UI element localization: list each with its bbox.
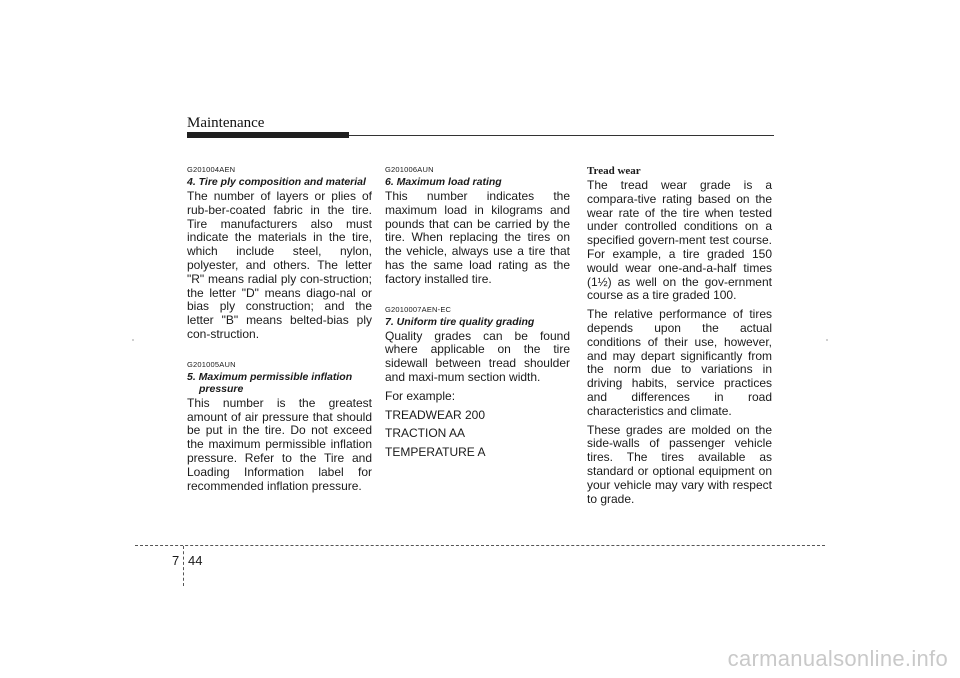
watermark-text: carmanualsonline.info [727, 646, 948, 671]
column-1 [187, 165, 372, 498]
header-rule-thin [349, 135, 774, 136]
section-code: G201005AUN [187, 359, 236, 369]
tread-wear-heading: Tread wear [587, 165, 641, 177]
registration-mark [132, 339, 134, 341]
section-code: G2010007AEN-EC [385, 304, 452, 314]
section-paragraph: The relative performance of tires depends upon the actual conditions of their use, however, and may depart significantly from the norm due to variations in driving habits, service practices and differences in road characteristics and climate. [587, 307, 772, 418]
example-line: TEMPERATURE A [385, 445, 486, 460]
section-paragraph: This number indicates the maximum load in kilograms and pounds that can be carried by the tire. When replacing the tires on the vehicle, always use a tire that has the same load rating as the factory installed tire. [385, 189, 570, 286]
section-code: G201004AEN [187, 165, 236, 174]
section-heading: 5. Maximum permissible inflation pressure [187, 370, 353, 395]
page-number: 44 [188, 553, 203, 568]
column-3 [587, 165, 772, 511]
page-header-title: Maintenance [187, 115, 265, 131]
footer-rule [135, 545, 825, 546]
example-line: TREADWEAR 200 [385, 407, 486, 422]
footer-vertical-rule [183, 546, 184, 586]
section-heading: 7. Uniform tire quality grading [385, 315, 535, 328]
chapter-number: 7 [172, 553, 180, 568]
section-heading: 6. Maximum load rating [385, 176, 502, 188]
section-paragraph: The tread wear grade is a compara-tive rating based on the wear rate of the tire when tested under controlled conditions on a specified govern-ment test course. For example, a tire graded 150 would wear one-and-a-half times (1½) as well on the gov-ernment course as a tire graded 100. [587, 178, 772, 303]
column-2 [385, 165, 570, 465]
section-heading: 4. Tire ply composition and material [187, 176, 366, 188]
registration-mark [826, 339, 828, 341]
section-paragraph: This number is the greatest amount of air pressure that should be put in the tire. Do not exceed the maximum permissible inflation pressure. Refer to the Tire and Loading Information label for recommended inflation pressure. [187, 395, 372, 493]
example-line: For example: [385, 388, 456, 403]
section-code: G201006AUN [385, 165, 434, 174]
header-rule-thick [187, 132, 349, 138]
section-paragraph: Quality grades can be found where applicable on the tire sidewall between tread shoulder and maxi-mum section width. [385, 328, 570, 384]
section-paragraph: The number of layers or plies of rub-ber-coated fabric in the tire. Tire manufacturers also must indicate the materials in the tire, which include steel, nylon, polyester, and others. The letter "R" means radial ply con-struction; the letter "D" means diago-nal or bias ply construction; and the letter "B" means belted-bias ply con-struction. [187, 189, 372, 341]
example-line: TRACTION AA [385, 426, 466, 441]
section-paragraph: These grades are molded on the side-walls of passenger vehicle tires. The tires available as standard or optional equipment on your vehicle may vary with respect to grade. [587, 422, 772, 506]
header-rule [187, 132, 774, 138]
